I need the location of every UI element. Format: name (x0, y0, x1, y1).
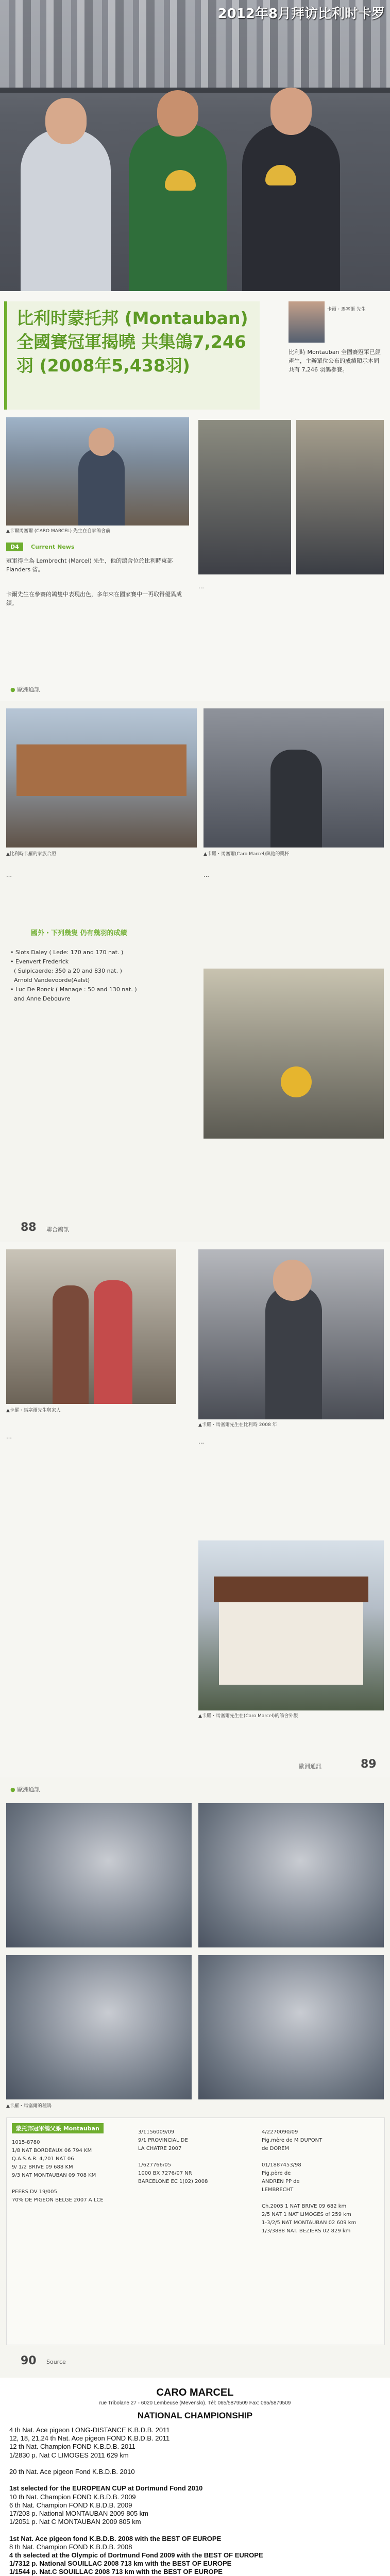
pedigree-middle: 3/1156009/09 9/1 PROVINCIAL DE LA CHATRE 2007 1/627766/05 1000 BX 7276/07 NR BARCELONE EC 1(02) 2008 (138, 2129, 208, 2184)
result-line: 4 th selected at the Olympic of Dortmund Fond 2009 with the BEST OF EUROPE (9, 2551, 263, 2559)
medal-photo (204, 969, 384, 1139)
result-line: 1/2051 p. Nat C MONTAUBAN 2009 805 km (9, 2518, 141, 2526)
pedigree-left-title: 蒙托邦冠軍鴿父系 Montauban (12, 2123, 104, 2133)
bullets-heading: 國外・下列幾隻 仍有幾羽的成績 (31, 929, 127, 937)
result-line: 8 th Nat. Champion FOND K.B.D.B. 2008 (9, 2543, 132, 2551)
list-item: ( Sulpicaerde: 350 a 20 and 830 nat. ) (14, 968, 122, 974)
man-portrait-head (273, 1260, 312, 1301)
article-page-3 (0, 1242, 390, 1777)
header-section (0, 0, 390, 291)
men-photo-right (296, 420, 384, 574)
page-mark-c: 歐洲通訊 (299, 1763, 321, 1770)
family-photo (6, 1249, 176, 1404)
result-line: 10 th Nat. Champion FOND K.B.D.B. 2009 (9, 2493, 136, 2501)
article-page-2 (0, 701, 390, 1242)
pedigree-right: 4/2270090/09 Pig.mère de M DUPONT de DOREM 01/1887453/98 Pig.père de ANDREN PP de LEMBRECHT Ch.2005 1 NAT BRIVE 09 682 km 2/5 NAT 1 NAT LIMOGES of 259 km 1-3/2/5 NAT MONTAUBAN 02 609 km 1/3/3888 NAT. BEZIERS 02 829 km (262, 2129, 357, 2234)
current-news-label: Current News (31, 544, 75, 550)
loft-roof (16, 744, 186, 796)
result-line: 17/203 p. National MONTAUBAN 2009 805 km (9, 2510, 149, 2517)
person-right-head (270, 88, 312, 135)
bullet-list (10, 948, 196, 1004)
sidebar-portrait (289, 301, 325, 343)
pigeon-photo-left-bottom (6, 1955, 192, 2099)
man-portrait (265, 1285, 322, 1419)
person-left-head (45, 98, 87, 144)
result-line: 1st Nat. Ace pigeon fond K.B.D.B. 2008 with the BEST OF EUROPE (9, 2534, 222, 2543)
page-number-b: 89 (361, 1758, 377, 1771)
breeder-figure (78, 448, 125, 526)
men-photo-left (198, 420, 291, 574)
person-middle (129, 124, 227, 291)
photo-caption-2: ▲比利時卡羅的家族合照 (6, 852, 56, 857)
list-item: and Anne Debouvre (14, 995, 71, 1002)
page-number-a: 88 (21, 1221, 37, 1234)
page-mark-b: 聯合鴿訊 (46, 1226, 69, 1233)
article-page-1 (0, 291, 390, 701)
result-line: 1/7312 p. National SOUILLAC 2008 713 km with the BEST OF EUROPE (9, 2560, 232, 2568)
section-marker: D4 (6, 543, 23, 551)
page-mark-a: ● 歐洲通訊 (10, 686, 40, 693)
loft-house (219, 1597, 363, 1685)
right-column-para-3: … (204, 872, 209, 878)
person-left (21, 129, 111, 291)
pigeon-photo-right-top (198, 1803, 384, 1947)
title-block (4, 301, 260, 410)
page-mark-e: Source (46, 2359, 66, 2365)
breeder-loft-photo (6, 417, 189, 526)
list-item: Arnold Vandevoorde(Aalst) (14, 977, 90, 984)
result-line: 1/2830 p. Nat C LIMOGES 2011 629 km (9, 2451, 129, 2459)
photo-caption-7: ▲卡羅・馬塞爾的種鴿 (6, 2104, 52, 2109)
page-mark-d: ● 歐洲通訊 (10, 1786, 40, 1793)
banner-title: 2012年8月拜访比利时卡罗 (217, 6, 385, 22)
result-line: 12 th Nat. Champion FOND K.B.D.B. 2011 (9, 2443, 135, 2451)
article-body-para-3: 卡爾先生在參賽的鴿隻中表現出色，多年來在國家賽中一再取得優異成績。 (6, 591, 182, 606)
result-line: 1st selected for the EUROPEAN CUP at Dortmund Fond 2010 (9, 2484, 203, 2493)
article-body-para-2: 冠軍得主為 Lembrecht (Marcel) 先生，他的鴿舍位於比利時東部 Flanders 省。 (6, 557, 173, 573)
result-line: 1/1544 p. Nat.C SOUILLAC 2008 713 km with the BEST OF EUROPE (9, 2568, 223, 2576)
pedigree-block (6, 2117, 385, 2345)
result-line: 6 th Nat. Champion FOND K.B.D.B. 2009 (9, 2501, 132, 2509)
result-line: 4 th Nat. Ace pigeon LONG-DISTANCE K.B.D.B. 2011 (9, 2426, 170, 2434)
family-member (53, 1285, 89, 1404)
right-column-para: 比利時 Montauban 全國賽冠軍已經產生，主辦單位公布的成績顯示本屆共有 7,246 羽鴿參賽。 (289, 349, 381, 373)
right-column-para-2: … (198, 583, 204, 590)
article-title: 比利时蒙托邦 (Montauban) 全國賽冠軍揭曉 共集鴿7,246羽 (2008年5,438羽) (16, 308, 248, 376)
man-with-trophy (270, 750, 322, 848)
list-item: • Slots Daley ( Lede: 170 and 170 nat. ) (10, 949, 124, 956)
photo-caption-6: ▲卡羅・馬塞爾先生在(Caro Marcel)的鴿舍外觀 (198, 1714, 298, 1719)
trophy-shelf (0, 88, 390, 93)
photo-caption-4: ▲卡羅・馬塞爾先生與家人 (6, 1408, 61, 1413)
pedigree-page (0, 1777, 390, 2378)
page-number-c: 90 (21, 2354, 37, 2367)
loft-exterior-photo (198, 1540, 384, 1710)
pigeon-photo-left-top (6, 1803, 192, 1947)
photo-caption-5: ▲卡羅・馬塞爾先生在比利時 2008 年 (198, 1422, 277, 1428)
sidebar-caption: 卡爾・馬塞爾 先生 (327, 307, 366, 312)
pigeon-photo-right-bottom (198, 1955, 384, 2099)
pedigree-left: 1015-8780 1/8 NAT BORDEAUX 06 794 KM Q.A.S.A.R. 4,201 NAT 06 9/ 1/2 BRIVE 09 688 KM 9/3 NAT MONTAUBAN 09 708 KM PEERS DV 19/005 70% DE PIGEON BELGE 2007 A LCE (12, 2140, 104, 2203)
portrait-photo (198, 1249, 384, 1419)
caro-name: CARO MARCEL (156, 2387, 234, 2398)
trophy-room-photo (0, 0, 390, 291)
caro-results-sheet (0, 2378, 390, 2576)
person-right (242, 124, 340, 291)
person-middle-head (157, 90, 198, 137)
caro-heading: NATIONAL CHAMPIONSHIP (137, 2411, 253, 2420)
caro-address: rue Tribolane 27 - 6020 Lembeuse (Mevenslo). Tél: 065/5879509 Fax: 065/5879509 (99, 2400, 291, 2406)
result-line: 12, 18, 21,24 th Nat. Ace pigeon FOND K.B.D.B. 2011 (9, 2434, 170, 2443)
photo-caption-1: ▲卡爾馬塞爾 (CARO MARCEL) 先生在自家鴿舍前 (6, 529, 111, 534)
list-item: • Luc De Ronck ( Manage : 50 and 130 nat. ) (10, 986, 137, 993)
trophy-portrait-photo (204, 708, 384, 848)
medal (281, 1066, 312, 1097)
loft-house-roof (214, 1577, 368, 1602)
breeder-head (89, 428, 114, 456)
article-body-para-4: … (6, 872, 12, 878)
family-member (94, 1280, 132, 1404)
article-body-para-6: … (198, 1438, 204, 1445)
loft-building-photo (6, 708, 197, 848)
result-line: 20 th Nat. Ace pigeon Fond K.B.D.B. 2010 (9, 2468, 135, 2476)
list-item: • Evenvert Frederick (10, 958, 69, 965)
article-body-para-5: … (6, 1433, 12, 1440)
photo-caption-3: ▲卡羅・馬塞爾(Caro Marcel)與他的獎杯 (204, 852, 290, 857)
